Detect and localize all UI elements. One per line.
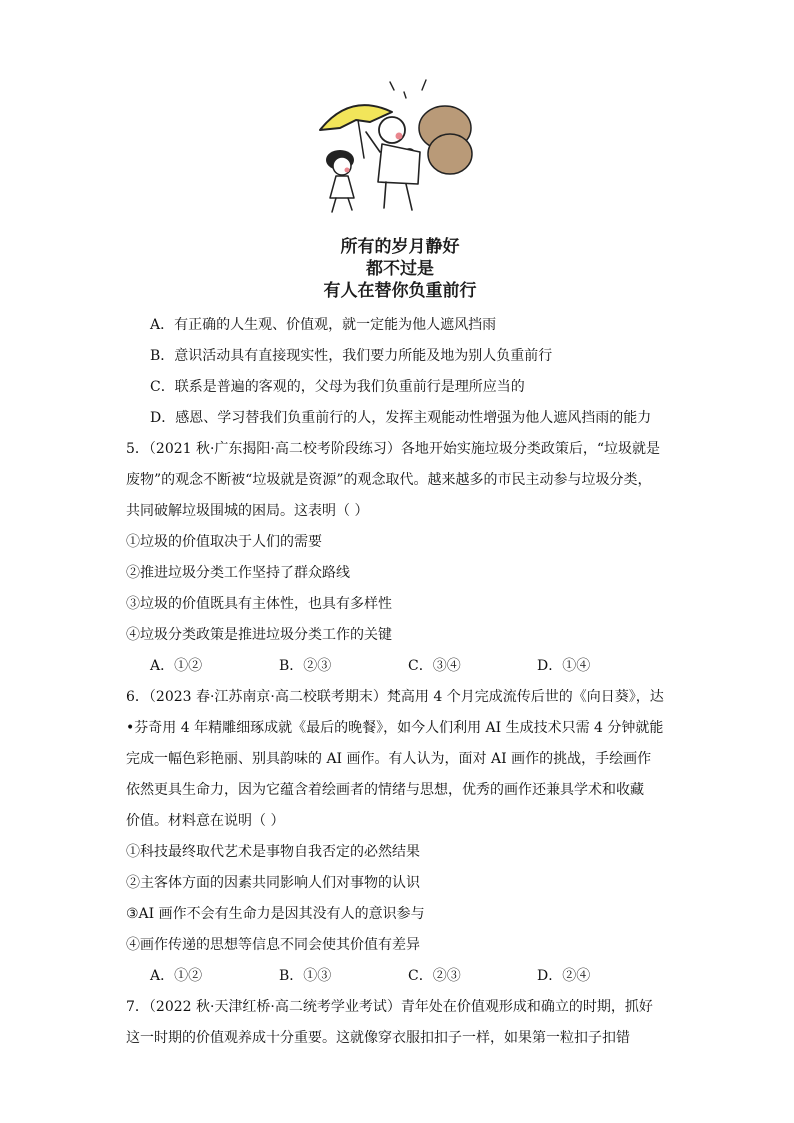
caption-line: 都不过是 — [366, 259, 434, 279]
adult-blush — [396, 133, 403, 140]
q7-stem-line: 7．（2022 秋·天津红桥·高二统考学业考试）青年处在价值观形成和确立的时期，抓好 — [126, 999, 653, 1015]
q5-choices — [126, 651, 666, 682]
q6-statement-3: ③AI 画作不会有生命力是因其没有人的意识参与 — [126, 906, 425, 922]
child-leg-right — [348, 198, 352, 210]
q6-stem-line: 价值。材料意在说明（ ） — [126, 813, 285, 829]
caption-line: 所有的岁月静好 — [340, 237, 460, 257]
q5-statement-2: ②推进垃圾分类工作坚持了群众路线 — [126, 565, 350, 581]
q5-choice-a: A．①② — [150, 658, 203, 674]
q5-choice-d: D．①④ — [537, 658, 591, 674]
umbrella-handle — [358, 120, 364, 158]
q6-statement-4: ④画作传递的思想等信息不同会使其价值有差异 — [126, 937, 420, 953]
adult-head — [379, 117, 405, 143]
q6-choice-a: A．①② — [150, 968, 203, 984]
adult-body — [378, 144, 420, 184]
q6-statement-1: ①科技最终取代艺术是事物自我否定的必然结果 — [126, 844, 420, 860]
child-head — [333, 157, 351, 175]
q6-choice-d: D．②④ — [537, 968, 591, 984]
q6-stem-line: 完成一幅色彩艳丽、别具韵味的 AI 画作。有人认为，面对 AI 画作的挑战，手绘画作 — [126, 751, 652, 767]
adult-leg-right — [406, 184, 412, 210]
q4-option-a: A．有正确的人生观、价值观，就一定能为他人遮风挡雨 — [150, 317, 497, 333]
q5-statement-1: ①垃圾的价值取决于人们的需要 — [126, 534, 322, 550]
q6-choices — [126, 961, 666, 992]
q5-stem-line: 废物”的观念不断被“垃圾就是资源”的观念取代。越来越多的市民主动参与垃圾分类， — [126, 472, 652, 488]
child-dress — [330, 176, 354, 198]
q7-stem-line: 这一时期的价值观养成十分重要。这就像穿衣服扣扣子一样，如果第一粒扣子扣错 — [126, 1030, 630, 1046]
illustration-caption — [300, 232, 500, 301]
sweat-marks — [390, 80, 426, 98]
q5-choice-c: C．③④ — [408, 658, 461, 674]
child-leg-left — [332, 198, 336, 212]
child-blush — [345, 168, 350, 173]
q5-stem-line: 共同破解垃圾围城的困局。这表明（ ） — [126, 503, 369, 519]
q4-option-d: D．感恩、学习替我们负重前行的人，发挥主观能动性增强为他人遮风挡雨的能力 — [150, 410, 652, 426]
q5-statement-4: ④垃圾分类政策是推进垃圾分类工作的关键 — [126, 627, 392, 643]
q5-statement-3: ③垃圾的价值既具有主体性，也具有多样性 — [126, 596, 392, 612]
q5-stem-line: 5．（2021 秋·广东揭阳·高二校考阶段练习）各地开始实施垃圾分类政策后，“垃圾就是 — [126, 441, 661, 457]
adult-leg-left — [384, 182, 386, 208]
q6-stem-line: •芬奇用 4 年精雕细琢成就《最后的晚餐》，如今人们利用 AI 生成技术只需 4 分钟就能 — [126, 720, 664, 736]
adult-arm — [366, 132, 380, 152]
q5-choice-b: B．②③ — [279, 658, 332, 674]
q6-choice-b: B．①③ — [279, 968, 332, 984]
caption-line: 有人在替你负重前行 — [323, 281, 477, 301]
bag-bottom — [428, 134, 472, 174]
q4-option-c: C．联系是普遍的客观的，父母为我们负重前行是理所应当的 — [150, 379, 525, 395]
q6-stem-line: 依然更具生命力，因为它蕴含着绘画者的情绪与思想，优秀的画作还兼具学术和收藏 — [126, 782, 644, 798]
q4-option-b: B．意识活动具有直接现实性，我们要力所能及地为别人负重前行 — [150, 348, 553, 364]
q6-choice-c: C．②③ — [408, 968, 461, 984]
q6-statement-2: ②主客体方面的因素共同影响人们对事物的认识 — [126, 875, 420, 891]
q6-stem-line: 6．（2023 春·江苏南京·高二校联考期末）梵高用 4 个月完成流传后世的《向日葵》，达 — [126, 689, 664, 705]
question-content — [126, 310, 666, 1054]
